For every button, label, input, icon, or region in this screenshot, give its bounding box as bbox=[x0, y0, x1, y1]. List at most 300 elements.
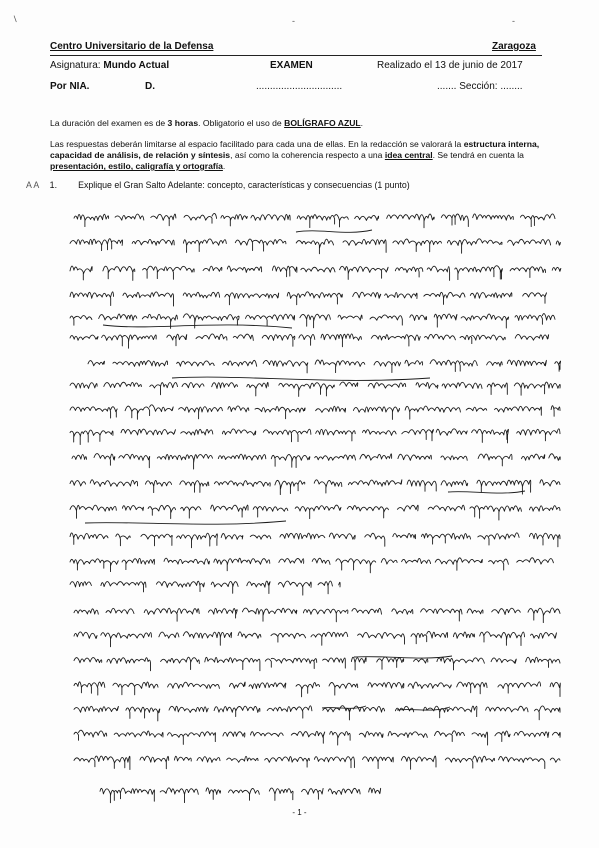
handwriting-word bbox=[395, 706, 413, 711]
handwriting-word bbox=[416, 383, 438, 389]
handwriting-word bbox=[123, 292, 174, 306]
handwriting-word bbox=[315, 455, 356, 460]
handwriting-word bbox=[181, 507, 201, 518]
city: Zaragoza bbox=[492, 41, 536, 52]
handwriting-word bbox=[387, 214, 434, 228]
handwriting-word bbox=[395, 267, 423, 277]
handwriting-word bbox=[255, 406, 305, 418]
handwriting-word bbox=[401, 756, 436, 769]
handwriting-word bbox=[381, 559, 397, 565]
handwriting-word bbox=[299, 335, 315, 346]
handwriting-word bbox=[522, 454, 545, 460]
handwriting-word bbox=[125, 405, 173, 420]
handwriting-word bbox=[421, 533, 470, 544]
handwriting-word bbox=[423, 706, 477, 718]
handwriting-word bbox=[316, 406, 346, 412]
handwriting-word bbox=[540, 480, 560, 486]
handwriting-word bbox=[549, 454, 560, 461]
duration-notice: La duración del examen es de 3 horas. Obligatorio el uso de BOLÍGRAFO AZUL. bbox=[50, 118, 364, 128]
handwriting-word bbox=[374, 361, 401, 372]
handwriting-word bbox=[225, 293, 279, 305]
handwriting-word bbox=[263, 429, 311, 441]
handwriting-word bbox=[328, 788, 360, 794]
handwriting-word bbox=[246, 314, 295, 326]
handwriting-word bbox=[470, 293, 512, 299]
handwriting-word bbox=[515, 334, 548, 340]
handwriting-word bbox=[247, 382, 268, 395]
handwriting-word bbox=[339, 582, 340, 587]
name-field: D. bbox=[145, 81, 155, 92]
handwriting-word bbox=[556, 241, 560, 245]
handwriting-word bbox=[402, 558, 431, 563]
handwriting-word bbox=[353, 292, 381, 298]
handwriting-word bbox=[164, 558, 209, 564]
handwriting-word bbox=[265, 757, 310, 768]
handwriting-word bbox=[388, 731, 427, 737]
handwriting-word bbox=[269, 788, 293, 800]
handwriting-word bbox=[323, 658, 346, 668]
handwriting-word bbox=[368, 682, 404, 688]
handwriting-word bbox=[358, 632, 405, 644]
handwriting-word bbox=[88, 361, 104, 366]
question-text: Explique el Gran Salto Adelante: concepto, características y consecuencias (1 punto) bbox=[78, 180, 410, 190]
handwriting-word bbox=[250, 535, 270, 539]
handwriting-word bbox=[370, 315, 402, 325]
handwriting-word bbox=[70, 266, 92, 280]
handwriting-word bbox=[303, 609, 347, 622]
handwriting-word bbox=[94, 454, 115, 466]
handwriting-word bbox=[461, 314, 509, 328]
handwriting-word bbox=[312, 558, 330, 564]
handwriting-word bbox=[425, 334, 456, 339]
handwriting-word bbox=[271, 455, 310, 468]
handwriting-word bbox=[101, 633, 152, 647]
handwriting-word bbox=[441, 214, 468, 227]
handwriting-word bbox=[242, 608, 296, 621]
handwriting-word bbox=[550, 682, 560, 696]
exam-date: Realizado el 13 de junio de 2017 bbox=[377, 60, 523, 71]
handwriting-word bbox=[480, 632, 525, 646]
handwriting-word bbox=[530, 506, 561, 512]
handwriting-word bbox=[407, 480, 436, 491]
handwriting-word bbox=[148, 505, 175, 518]
handwriting-word bbox=[119, 454, 150, 467]
handwriting-word bbox=[315, 360, 365, 373]
handwriting-word bbox=[352, 608, 382, 614]
handwriting-word bbox=[402, 429, 434, 440]
handwriting-word bbox=[311, 632, 348, 645]
handwriting-word bbox=[455, 266, 503, 280]
answer-guidelines: Las respuestas deberán limitarse al espacio facilitado para cada una de ellas. En la redacción se valorará la estructura interna, capacidad de análisis, de relación y síntesis, así como la coherencia respecto a una idea central. Se tendrá en cuenta la presentación, estilo, caligrafía y ortografía. bbox=[50, 139, 540, 171]
handwriting-word bbox=[102, 335, 157, 348]
handwriting-word bbox=[498, 682, 541, 693]
handwriting-word bbox=[393, 533, 416, 538]
handwriting-word bbox=[302, 788, 324, 799]
handwriting-word bbox=[457, 682, 487, 694]
handwriting-word bbox=[90, 480, 137, 487]
handwriting-word bbox=[427, 266, 449, 280]
handwriting-word bbox=[529, 533, 560, 547]
handwriting-word bbox=[508, 239, 551, 245]
handwriting-word bbox=[486, 706, 528, 712]
handwriting-word bbox=[478, 533, 519, 545]
handwriting-word bbox=[340, 382, 358, 387]
handwriting-word bbox=[363, 430, 397, 436]
handwriting-word bbox=[214, 558, 270, 571]
handwriting-word bbox=[377, 657, 404, 669]
handwriting-word bbox=[467, 609, 483, 614]
handwriting-word bbox=[74, 706, 118, 712]
handwriting-word bbox=[168, 682, 220, 688]
handwriting-word bbox=[552, 267, 561, 271]
answer-underline bbox=[296, 230, 372, 232]
subject-line: Asignatura: Mundo Actual bbox=[50, 60, 170, 71]
handwriting-word bbox=[150, 383, 178, 395]
handwriting-word bbox=[520, 214, 555, 227]
handwriting-word bbox=[101, 582, 146, 592]
handwriting-word bbox=[132, 239, 174, 245]
handwriting-word bbox=[227, 266, 261, 272]
handwriting-word bbox=[405, 360, 423, 366]
handwriting-word bbox=[218, 454, 265, 460]
handwriting-word bbox=[211, 505, 248, 517]
handwriting-word bbox=[275, 480, 305, 494]
handwriting-word bbox=[291, 731, 324, 743]
handwriting-word bbox=[287, 292, 342, 305]
handwriting-word bbox=[552, 732, 560, 737]
name-dots: ............................... bbox=[256, 81, 343, 92]
handwriting-word bbox=[359, 732, 383, 738]
handwriting-word bbox=[472, 732, 488, 745]
handwriting-word bbox=[555, 361, 561, 371]
handwriting-word bbox=[174, 756, 191, 761]
handwriting-word bbox=[523, 293, 547, 304]
pen-mark: - bbox=[512, 16, 515, 26]
handwriting-word bbox=[183, 292, 219, 298]
handwriting-word bbox=[228, 406, 249, 412]
handwriting-word bbox=[70, 335, 98, 340]
handwriting-word bbox=[441, 480, 468, 486]
handwriting-word bbox=[197, 757, 220, 763]
handwriting-word bbox=[121, 429, 175, 435]
handwriting-word bbox=[517, 558, 554, 564]
handwriting-word bbox=[74, 214, 109, 226]
handwriting-word bbox=[238, 632, 261, 638]
handwriting-word bbox=[182, 383, 204, 388]
handwriting-word bbox=[470, 506, 522, 520]
handwriting-word bbox=[507, 360, 546, 366]
handwriting-word bbox=[183, 632, 231, 646]
handwriting-word bbox=[70, 383, 97, 389]
handwriting-word bbox=[442, 382, 482, 388]
handwriting-word bbox=[251, 732, 284, 737]
handwriting-word bbox=[301, 267, 335, 272]
question-number: 1. bbox=[49, 180, 58, 190]
pen-mark: / bbox=[11, 14, 20, 24]
handwriting-word bbox=[74, 632, 97, 638]
handwriting-word bbox=[437, 657, 485, 669]
handwriting-word bbox=[487, 383, 507, 395]
handwriting-word bbox=[329, 533, 355, 539]
answer-underline bbox=[354, 656, 452, 658]
handwriting-word bbox=[491, 658, 516, 663]
handwriting-word bbox=[151, 214, 176, 226]
handwriting-word bbox=[99, 314, 137, 320]
handwriting-word bbox=[279, 383, 334, 397]
handwriting-word bbox=[466, 407, 487, 411]
handwriting-word bbox=[398, 454, 431, 460]
handwriting-word bbox=[338, 315, 362, 320]
handwriting-word bbox=[436, 429, 467, 436]
handwriting-word bbox=[414, 659, 428, 663]
handwriting-word bbox=[122, 558, 154, 569]
handwriting-word bbox=[70, 505, 116, 518]
handwriting-word bbox=[145, 480, 171, 492]
handwriting-word bbox=[424, 292, 465, 304]
handwriting-word bbox=[183, 239, 226, 252]
handwriting-word bbox=[181, 429, 213, 435]
handwriting-word bbox=[221, 214, 247, 225]
handwriting-word bbox=[405, 406, 460, 419]
pen-mark: - bbox=[292, 16, 295, 26]
exam-label: EXAMEN bbox=[270, 60, 313, 71]
answer-underline bbox=[103, 325, 292, 328]
handwriting-word bbox=[329, 682, 358, 695]
handwriting-word bbox=[184, 213, 217, 223]
handwriting-word bbox=[296, 239, 333, 254]
handwriting-word bbox=[487, 362, 503, 367]
handwriting-word bbox=[156, 581, 204, 591]
handwriting-word bbox=[203, 266, 222, 271]
handwriting-word bbox=[223, 360, 257, 366]
handwriting-word bbox=[499, 757, 545, 769]
handwriting-word bbox=[392, 609, 413, 614]
handwriting-word bbox=[214, 706, 260, 716]
handwriting-word bbox=[365, 533, 385, 546]
handwriting-word bbox=[355, 215, 379, 220]
handwriting-word bbox=[435, 558, 482, 570]
handwriting-word bbox=[223, 732, 245, 737]
handwriting-word bbox=[249, 683, 286, 689]
handwriting-word bbox=[551, 406, 560, 417]
handwriting-word bbox=[535, 706, 561, 720]
section-field: ....... Sección: ........ bbox=[437, 81, 523, 92]
handwriting-word bbox=[495, 406, 542, 415]
handwriting-word bbox=[531, 633, 557, 639]
handwriting-word bbox=[343, 239, 386, 252]
handwriting-word bbox=[421, 609, 462, 621]
handwriting-word bbox=[371, 335, 420, 346]
handwriting-word bbox=[211, 581, 238, 593]
handwriting-word bbox=[300, 314, 331, 328]
handwriting-word bbox=[70, 316, 92, 326]
handwriting-word bbox=[70, 239, 123, 251]
handwriting-word bbox=[74, 730, 107, 740]
handwriting-word bbox=[460, 335, 505, 344]
handwriting-word bbox=[445, 756, 494, 768]
handwriting-word bbox=[353, 407, 399, 420]
handwriting-word bbox=[297, 215, 348, 228]
handwriting-word bbox=[360, 454, 392, 460]
handwriting-word bbox=[126, 707, 160, 721]
handwriting-word bbox=[340, 266, 388, 279]
handwriting-word bbox=[489, 559, 509, 570]
handwriting-word bbox=[271, 633, 306, 642]
handwriting-word bbox=[251, 214, 290, 220]
answer-underline bbox=[85, 521, 286, 524]
handwriting-word bbox=[227, 756, 258, 762]
handwriting-word bbox=[453, 632, 474, 638]
handwriting-word bbox=[222, 429, 255, 435]
handwriting-word bbox=[114, 731, 163, 737]
handwriting-word bbox=[116, 534, 130, 546]
handwriting-word bbox=[515, 314, 555, 325]
strike-through bbox=[172, 377, 430, 380]
handwriting-word bbox=[70, 559, 118, 572]
handwriting-word bbox=[435, 731, 465, 742]
handwriting-word bbox=[104, 382, 142, 387]
handwriting-word bbox=[347, 506, 388, 518]
handwriting-word bbox=[229, 682, 245, 688]
handwriting-word bbox=[214, 481, 270, 487]
handwriting-word bbox=[70, 481, 86, 486]
handwriting-word bbox=[477, 480, 531, 494]
handwriting-word bbox=[263, 360, 308, 373]
handwriting-word bbox=[205, 657, 260, 670]
handwriting-word bbox=[70, 533, 108, 544]
handwriting-word bbox=[168, 732, 216, 745]
handwriting-word bbox=[74, 609, 98, 614]
handwriting-word bbox=[321, 334, 361, 347]
handwriting-word bbox=[478, 454, 512, 466]
handwriting-word bbox=[235, 239, 286, 251]
handwriting-word bbox=[107, 658, 151, 671]
handwriting-word bbox=[144, 608, 199, 621]
handwriting-word bbox=[212, 383, 238, 389]
handwriting-word bbox=[159, 632, 179, 638]
handwriting-word bbox=[70, 407, 117, 418]
handwriting-word bbox=[103, 266, 135, 280]
institution-name: Centro Universitario de la Defensa bbox=[50, 41, 214, 52]
handwriting-word bbox=[167, 334, 187, 346]
handwriting-word bbox=[100, 788, 154, 803]
handwriting-word bbox=[316, 429, 356, 441]
handwriting-word bbox=[526, 657, 560, 667]
handwriting-word bbox=[368, 383, 406, 388]
handwriting-word bbox=[272, 266, 297, 277]
handwriting-word bbox=[229, 788, 260, 800]
handwriting-word bbox=[408, 682, 451, 688]
handwriting-word bbox=[74, 756, 130, 769]
handwriting-word bbox=[351, 657, 366, 670]
handwriting-word bbox=[72, 455, 87, 460]
handwriting-word bbox=[363, 757, 394, 769]
handwriting-word bbox=[180, 481, 209, 493]
handwriting-word bbox=[262, 334, 295, 346]
answer-underline bbox=[448, 491, 525, 493]
handwriting-word bbox=[517, 429, 560, 441]
handwriting-word bbox=[336, 559, 376, 573]
handwriting-word bbox=[447, 239, 502, 253]
handwriting-word bbox=[472, 429, 509, 443]
handwriting-word bbox=[430, 360, 477, 372]
handwriting-word bbox=[473, 214, 514, 220]
handwriting-word bbox=[253, 506, 288, 517]
handwriting-word bbox=[528, 608, 560, 623]
handwriting-word bbox=[314, 757, 354, 768]
handwriting-word bbox=[115, 214, 144, 220]
handwriting-word bbox=[169, 706, 208, 712]
handwriting-word bbox=[221, 534, 243, 540]
handwriting-word bbox=[296, 683, 320, 697]
handwriting-word bbox=[295, 505, 341, 518]
handwriting-word bbox=[247, 581, 270, 593]
handwriting-word bbox=[492, 608, 521, 614]
handwriting-word bbox=[196, 334, 227, 340]
handwriting-word bbox=[179, 407, 223, 419]
handwriting-word bbox=[314, 480, 342, 493]
handwriting-word bbox=[550, 758, 560, 762]
handwriting-word bbox=[354, 706, 385, 712]
handwriting-word bbox=[318, 581, 332, 594]
handwriting-word bbox=[411, 631, 447, 643]
handwriting-word bbox=[70, 581, 91, 587]
handwriting-word bbox=[267, 706, 312, 718]
handwriting-word bbox=[428, 505, 465, 511]
handwriting-word bbox=[514, 731, 549, 737]
handwriting-word bbox=[157, 454, 212, 469]
handwriting-word bbox=[70, 430, 113, 444]
handwriting-word bbox=[113, 682, 158, 695]
handwriting-word bbox=[278, 581, 311, 595]
page-number: - 1 - bbox=[292, 808, 307, 817]
handwriting-word bbox=[206, 788, 221, 800]
handwriting-word bbox=[140, 756, 169, 769]
handwriting-word bbox=[514, 382, 560, 395]
handwriting-word bbox=[385, 292, 417, 298]
handwriting-word bbox=[434, 314, 457, 327]
handwriting-word bbox=[177, 361, 215, 366]
handwriting-word bbox=[510, 267, 545, 278]
nia-field: Por NIA. bbox=[50, 81, 90, 92]
handwriting-word bbox=[113, 361, 168, 367]
handwriting-word bbox=[74, 658, 102, 663]
handwriting-word bbox=[106, 608, 134, 614]
handwriting-word bbox=[348, 480, 401, 487]
handwriting-word bbox=[122, 506, 143, 511]
handwriting-word bbox=[208, 608, 237, 618]
handwriting-word bbox=[233, 334, 253, 340]
handwriting-word bbox=[70, 292, 114, 306]
handwriting-word bbox=[410, 315, 427, 321]
handwriting-word bbox=[143, 266, 195, 279]
handwriting-word bbox=[330, 731, 350, 745]
handwriting-word bbox=[369, 788, 381, 794]
handwriting-word bbox=[441, 456, 467, 461]
handwriting-word bbox=[495, 731, 510, 742]
handwriting-word bbox=[397, 505, 418, 511]
handwriting-word bbox=[160, 788, 198, 803]
handwriting-word bbox=[279, 558, 304, 563]
grade-marks: A A bbox=[26, 180, 40, 190]
handwriting-word bbox=[177, 533, 218, 548]
handwriting-word bbox=[74, 682, 105, 695]
handwriting-word bbox=[393, 239, 442, 252]
handwriting-word bbox=[141, 534, 172, 546]
handwriting-word bbox=[280, 533, 325, 539]
handwriting-word bbox=[265, 658, 316, 668]
handwriting-word bbox=[161, 657, 200, 669]
